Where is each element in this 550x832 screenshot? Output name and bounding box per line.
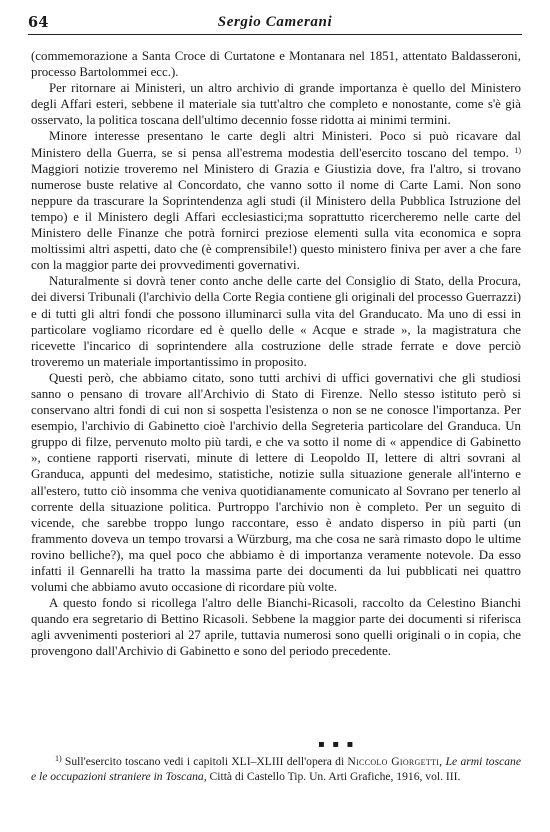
paragraph-bianchi-ricasoli: A questo fondo si ricollega l'altro delle Bianchi-Ricasoli, raccolto da Celestino Bianchi quando era segretario di Bettino Ricasoli. Sebbene la maggior parte dei documenti si riferisca agli avvenimenti posteriori al 27 aprile, tuttavia numerosi sono quelli originali o in copia, che provengono dall'Archivio di Gabinetto e sono del periodo precedente. [31, 596, 521, 659]
footnote-title: Le armi toscane e le occupazioni straniere in Toscana, [31, 755, 521, 784]
footnote-marker: 1) [55, 754, 62, 763]
paragraph-ministeri: Per ritornare ai Ministeri, un altro archivio di grande importanza è quello del Ministero degli Affari esteri, sebbene il materiale sia tutt'altro che completo e nonostante, come s'è già osservato, la politica toscana dell'ultimo decennio fosse ridotta ai minimi termini. [31, 81, 521, 128]
footnote-text-before: Sull'esercito toscano vedi i capitoli XLI–XLIII dell'opera di [64, 755, 345, 768]
footnote-author: Niccolo Giorgetti, [347, 755, 443, 768]
footnote-ornament: ▪ ▪ ▪ [318, 739, 356, 750]
paragraph-altri-ministeri-text: Minore interesse presentano le carte degli altri Ministeri. Poco si può ricavare dal Ministero della Guerra, se si pensa all'estrema modestia dell'esercito toscano del tempo. [31, 129, 521, 160]
footnote-text-after: Città di Castello Tip. Un. Arti Grafiche, 1916, vol. III. [209, 770, 461, 784]
body-text [31, 48, 521, 660]
page-number: 64 [28, 14, 49, 31]
running-head: Sergio Camerani [217, 14, 333, 30]
footnote-reference: 1) [514, 145, 521, 155]
paragraph-consiglio-stato: Naturalmente si dovrà tener conto anche delle carte del Consiglio di Stato, della Procura, dei diversi Tribunali (l'archivio della Corte Regia contiene gli originali del processo Guerrazzi) e di tutti gli altri fondi che possono illuminarci sulla vita del Granducato. Ma uno di essi in particolare vogliamo ricordare ed è quello delle « Acque e strade », la magistratura che ricevette l'incarico di soprintendere alla costruzione delle strade ferrate e dove perciò troveremo un materiale importantissimo in proposito. [31, 274, 521, 369]
footnote [31, 754, 521, 785]
page-header [28, 14, 522, 35]
paragraph-altri-ministeri-text-cont: Maggiori notizie troveremo nel Ministero di Grazia e Giustizia dove, fra l'altro, si trovano numerose buste relative al Concordato, che vanno sotto il nome di Carte Lami. Non sono neppure da trascurare la Soprintendenza agli studi (il Ministero della Pubblica Istruzione del tempo) e il Ministero degli Affari ecclesiastici;ma soprattutto ricercheremo nelle carte del Ministero delle Finanze che potrà fornirci preziose elementi sulla vita economica e sopra moltissimi altri aspetti, dato che (è comprensibile!) questo ministero finiva per aver a che fare con la maggior parte dei provvedimenti governativi. [31, 161, 521, 273]
paragraph-archivio-gabinetto: Questi però, che abbiamo citato, sono tutti archivi di uffici governativi che gli studiosi sanno o pensano di trovare all'Archivio di Stato di Firenze. Nello stesso istituto però si conservano altri fondi di cui non si sospetta l'esistenza o non se ne conosce l'importanza. Per esempio, l'archivio di Gabinetto cioè l'archivio della Segreteria particolare del Granduca. Un gruppo di filze, pervenuto molto più tardi, e che va sotto il nome di « appendice di Gabinetto », contiene rapporti riservati, minute di lettere di Leopoldo II, lettere di altri sovrani al Granduca, appunti del medesimo, statistiche, notizie sulla situazione generale all'interno e all'estero, tutto ciò insomma che veniva quotidianamente comunicato al Sovrano per tenerlo al corrente della situazione politica. Purtroppo l'archivio non è completo. Per un seguito di vicende, che sarebbe troppo lungo raccontare, esso è andato disperso in più parti (un frammento doveva un tempo trovarsi a Würzburg, ma che cosa ne sarà rimasto dopo le ultime rovino belliche?), ma quel poco che abbiamo è di importanza veramente notevole. Da esso infatti il Gennarelli ha tratto la massima parte dei documenti da lui pubblicati nei quattro volumi che abbiamo avuto occasione di ricordare più volte. [31, 370, 521, 595]
paragraph-altri-ministeri [31, 128, 521, 273]
paragraph-continuation: (commemorazione a Santa Croce di Curtatone e Montanara nel 1851, attentato Baldasseroni, processo Bartolommei ecc.). [31, 49, 521, 80]
